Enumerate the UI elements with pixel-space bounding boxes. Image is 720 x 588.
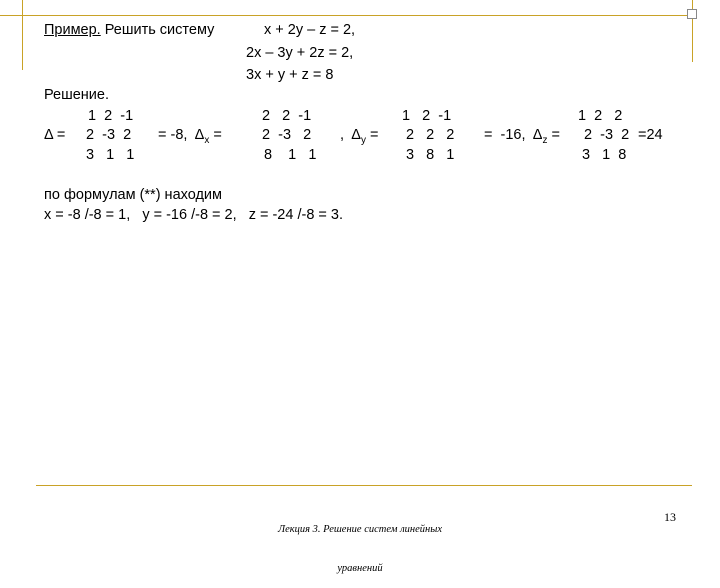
det-main-row-2: 2 -3 2 [86,127,132,143]
equation-3: 3x + y + z = 8 [246,67,334,83]
det-x-row-1: 2 2 -1 [262,108,312,124]
bottom-accent-line [36,485,692,486]
solution-label: Решение. [44,87,109,103]
det-x-row-3: 8 1 1 [264,147,317,163]
left-accent-line [22,0,23,70]
equation-1: x + 2y – z = 2, [264,22,356,38]
delta-y-equals: = [365,127,379,143]
det-x-row-2: 2 -3 2 [262,127,312,143]
delta-y-value: = -16, Δ [484,127,543,143]
det-y-row-2: 2 2 2 [406,127,455,143]
delta-z-equals: = [547,127,560,143]
delta-symbol: Δ = [44,127,66,143]
result-intro: по формулам (**) находим [44,187,222,203]
det-main-row-1: 1 2 -1 [88,108,134,124]
equation-2: 2x – 3y + 2z = 2, [246,45,354,61]
corner-square-marker [687,9,697,19]
delta-z-subscript: z [542,135,548,146]
example-heading [44,21,214,39]
result-values: x = -8 /-8 = 1, y = -16 /-8 = 2, z = -24 /-8 = 3. [44,207,344,223]
delta-x-label [158,126,222,146]
footer-caption-line-2: уравнений [337,563,383,574]
delta-y-prefix: , Δ [340,127,361,143]
page-number: 13 [664,510,676,524]
delta-z-value: =24 [634,127,663,143]
det-y-row-3: 3 8 1 [406,147,455,163]
det-z-row-2: 2 -3 2 [584,127,630,143]
delta-x-subscript: x [204,135,210,146]
top-accent-line [0,15,692,16]
example-label: Пример. [44,22,101,38]
example-task: Решить систему [100,22,215,38]
delta-z-label [484,126,560,146]
footer-caption-line-1: Лекция 3. Решение систем линейных [277,524,443,535]
det-z-row-3: 3 1 8 [582,147,627,163]
det-main-row-3: 3 1 1 [86,147,135,163]
det-z-row-1: 1 2 2 [578,108,623,124]
footer-caption [255,497,465,588]
delta-y-label [340,126,378,146]
delta-x-equals: = [209,127,222,143]
delta-value: = -8, Δ [158,127,205,143]
det-y-row-1: 1 2 -1 [402,108,452,124]
delta-y-subscript: y [360,135,366,146]
